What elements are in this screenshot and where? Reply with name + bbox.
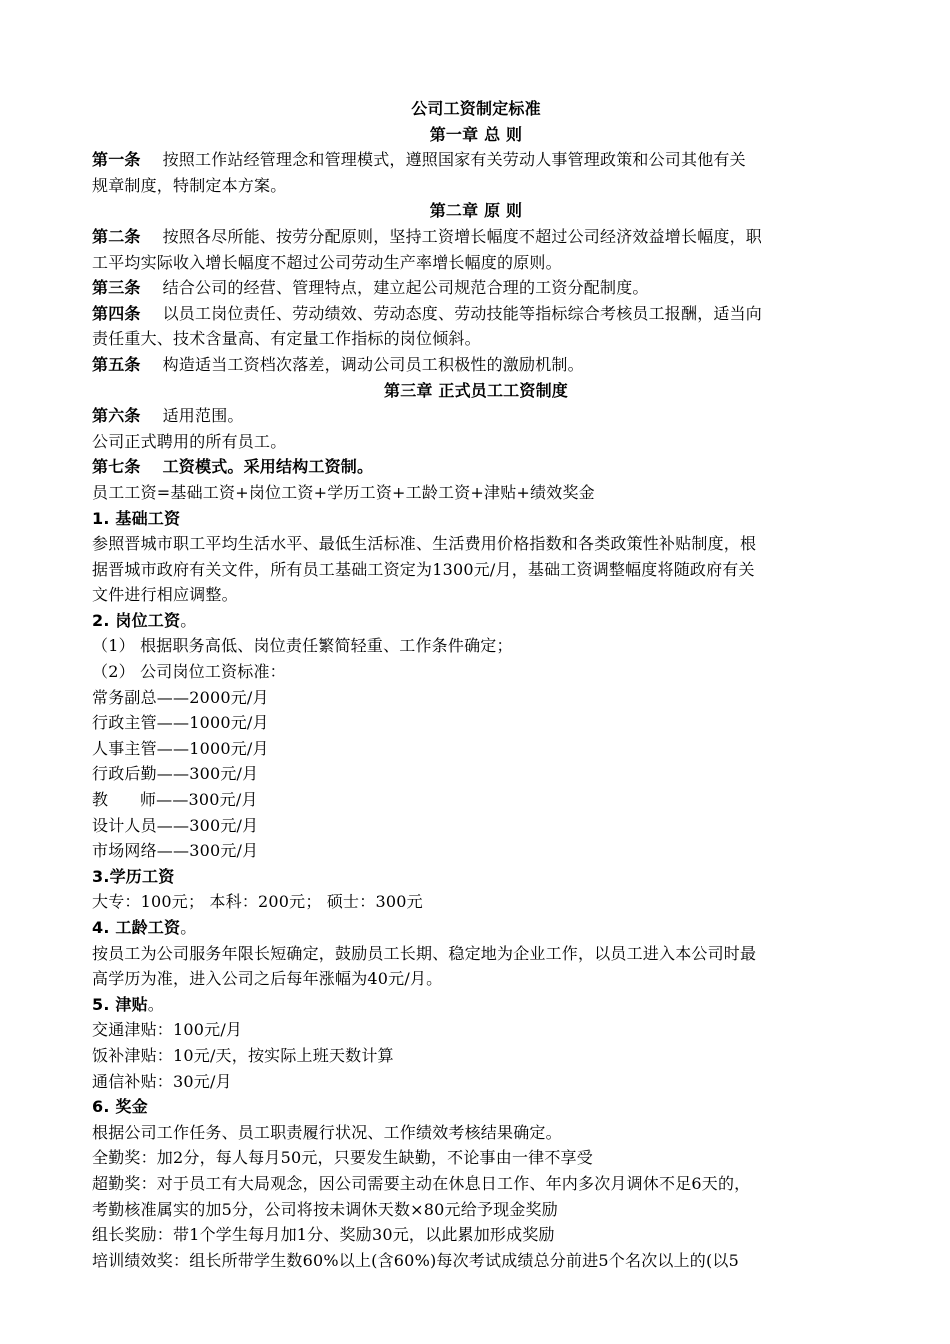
section-6-line-5: 组长奖励：带1个学生每月加1分、奖励30元，以此累加形成奖励 — [92, 1225, 555, 1245]
position-salary-item: 人事主管——1000元/月 — [92, 738, 269, 758]
chapter-3-heading: 第三章 正式员工工资制度 — [384, 380, 568, 400]
section-1-line-2: 据晋城市政府有关文件，所有员工基础工资定为1300元/月，基础工资调整幅度将随政府有关 — [92, 559, 755, 579]
article-3 — [92, 275, 860, 301]
article-5-label: 第五条 — [92, 354, 141, 374]
section-2-heading-text: 2. 岗位工资 — [92, 610, 181, 630]
article-7-text: 工资模式。采用结构工资制。 — [162, 457, 374, 477]
section-4-line-2: 高学历为准，进入公司之后每年涨幅为40元/月。 — [92, 969, 443, 989]
section-5-heading-text: 5. 津贴 — [92, 994, 148, 1014]
section-1-line-3: 文件进行相应调整。 — [92, 585, 238, 605]
section-2-line-2: （2） 公司岗位工资标准： — [92, 662, 286, 682]
section-5-line-2: 饭补津贴：10元/天，按实际上班天数计算 — [92, 1045, 394, 1065]
article-4 — [92, 301, 860, 327]
section-4-heading-text: 4. 工龄工资 — [92, 918, 181, 937]
section-6-heading: 6. 奖金 — [92, 1097, 148, 1117]
section-2-heading — [92, 608, 860, 634]
section-5-line-3: 通信补贴：30元/月 — [92, 1071, 232, 1091]
article-7-label: 第七条 — [92, 457, 141, 477]
article-3-label: 第三条 — [92, 278, 141, 298]
article-6 — [92, 403, 860, 429]
article-4-cont: 责任重大、技术含量高、有定量工作指标的岗位倾斜。 — [92, 329, 481, 349]
article-6-text: 适用范围。 — [162, 406, 244, 426]
chapter-2-heading: 第二章 原 则 — [429, 201, 523, 221]
section-6-line-6: 培训绩效奖：组长所带学生数60%以上(含60%)每次考试成绩总分前进5个名次以上的(以5 — [92, 1250, 740, 1270]
section-4-heading-tail: 。 — [180, 918, 197, 937]
section-5-heading-tail: 。 — [147, 994, 164, 1014]
article-2-cont: 工平均实际收入增长幅度不超过公司劳动生产率增长幅度的原则。 — [92, 252, 562, 272]
section-6-line-1: 根据公司工作任务、员工职责履行状况、工作绩效考核结果确定。 — [92, 1122, 562, 1142]
section-4-line-1: 按员工为公司服务年限长短确定，鼓励员工长期、稳定地为企业工作，以员工进入本公司时最 — [92, 943, 757, 963]
article-1-cont: 规章制度，特制定本方案。 — [92, 175, 287, 195]
article-4-text: 以员工岗位责任、劳动绩效、劳动态度、劳动技能等指标综合考核员工报酬，适当向 — [162, 303, 763, 323]
salary-formula: 员工工资=基础工资+岗位工资+学历工资+工龄工资+津贴+绩效奖金 — [92, 482, 595, 502]
chapter-1-heading: 第一章 总 则 — [429, 124, 523, 144]
position-salary-item: 教 师——300元/月 — [92, 790, 258, 810]
section-3-line-1: 大专：100元； 本科：200元； 硕士：300元 — [92, 892, 423, 912]
article-5 — [92, 352, 860, 378]
article-3-text: 结合公司的经营、管理特点，建立起公司规范合理的工资分配制度。 — [162, 278, 649, 298]
article-1 — [92, 147, 860, 173]
article-2-label: 第二条 — [92, 226, 141, 246]
position-salary-item: 行政后勤——300元/月 — [92, 764, 259, 784]
document-page — [92, 96, 860, 1273]
section-2-line-1: （1） 根据职务高低、岗位责任繁简轻重、工作条件确定； — [92, 636, 513, 656]
position-salary-item: 设计人员——300元/月 — [92, 815, 259, 835]
section-6-line-2: 全勤奖：加2分，每人每月50元，只要发生缺勤，不论事由一律不享受 — [92, 1148, 593, 1168]
section-5-heading — [92, 992, 860, 1018]
section-5-line-1: 交通津贴：100元/月 — [92, 1020, 243, 1040]
position-salary-item: 市场网络——300元/月 — [92, 841, 259, 861]
position-salary-item: 行政主管——1000元/月 — [92, 713, 269, 733]
section-1-line-1: 参照晋城市职工平均生活水平、最低生活标准、生活费用价格指数和各类政策性补贴制度，根 — [92, 534, 757, 554]
article-7 — [92, 454, 860, 480]
position-salary-item: 常务副总——2000元/月 — [92, 687, 269, 707]
section-6-line-3: 超勤奖：对于员工有大局观念，因公司需要主动在休息日工作、年内多次月调休不足6天的， — [92, 1173, 751, 1193]
section-3-heading: 3.学历工资 — [92, 866, 175, 886]
document-title: 公司工资制定标准 — [411, 99, 541, 118]
article-2-text: 按照各尽所能、按劳分配原则，坚持工资增长幅度不超过公司经济效益增长幅度，职 — [162, 226, 763, 246]
section-2-heading-tail: 。 — [180, 610, 197, 630]
article-5-text: 构造适当工资档次落差，调动公司员工积极性的激励机制。 — [162, 354, 584, 374]
section-1-heading: 1. 基础工资 — [92, 508, 181, 528]
article-4-label: 第四条 — [92, 303, 141, 323]
section-6-line-4: 考勤核准属实的加5分，公司将按未调休天数×80元给予现金奖励 — [92, 1199, 558, 1219]
article-1-text: 按照工作站经管理念和管理模式，遵照国家有关劳动人事管理政策和公司其他有关 — [162, 150, 746, 170]
article-6-cont: 公司正式聘用的所有员工。 — [92, 431, 287, 451]
article-1-label: 第一条 — [92, 150, 141, 170]
article-6-label: 第六条 — [92, 406, 141, 426]
section-4-heading — [92, 915, 860, 941]
article-2 — [92, 224, 860, 250]
